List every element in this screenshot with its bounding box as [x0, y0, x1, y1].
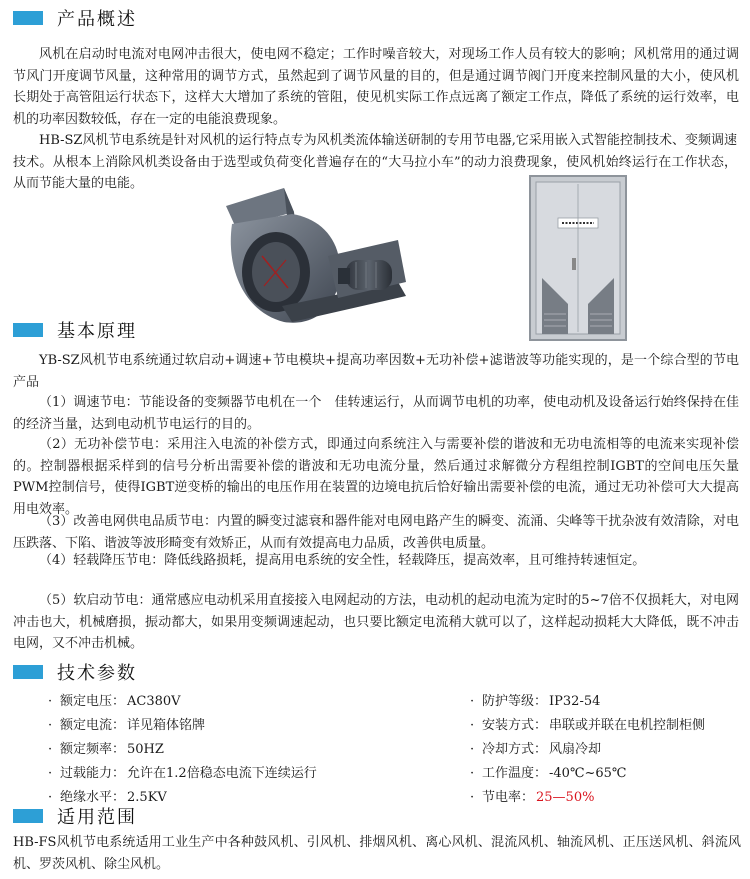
control-cabinet-image — [528, 174, 628, 342]
spec-row — [48, 740, 164, 760]
bullet-icon: · — [48, 790, 53, 805]
bullet-icon: · — [48, 718, 53, 733]
spec-value: 风扇冷却 — [549, 742, 602, 757]
spec-row — [470, 740, 601, 760]
bullet-icon: · — [470, 766, 475, 781]
spec-row — [48, 692, 181, 712]
section-title: 基本原理 — [57, 321, 137, 342]
principle-item-2: （2）无功补偿节电：采用注入电流的补偿方式，即通过向系统注入与需要补偿的谐波和无功电流相等的电流来实现补偿的。控制器根据采样到的信号分析出需要补偿的谐波和无功电流分量，然后通过求解微分方程组控制IGBT的空间电压矢量PWM控制信号，使得IGBT逆变桥的输出的电压作用在装置的边境电抗后恰好输出需要补偿的电流，通过无功补偿可大大提高用电效率。 — [13, 437, 739, 517]
bullet-icon: · — [470, 718, 475, 733]
spec-value: 允许在1.2倍稳态电流下连续运行 — [127, 766, 317, 781]
section-header-principle — [13, 318, 137, 342]
section-title: 技术参数 — [57, 663, 137, 684]
overview-paragraph-1: 风机在启动时电流对电网冲击很大，使电网不稳定；工作时噪音较大，对现场工作人员有较大的影响；风机常用的通过调节风门开度调节风量，这种常用的调节方式，虽然起到了调节风量的目的，但是通过调节阀门开度来控制风量的大小，使风机长期处于高管阻运行状态下，这样大大增加了系统的管阻，使见机实际工作点远离了额定工作点，降低了系统的运行效率，电机的功率因数较低，存在一定的电能浪费现象。 — [13, 47, 739, 127]
section-title: 产品概述 — [57, 9, 137, 30]
section-marker — [13, 665, 43, 679]
spec-row — [470, 764, 626, 784]
spec-value: 串联或并联在电机控制柜侧 — [549, 718, 706, 733]
spec-value: 2.5KV — [127, 790, 167, 805]
section-marker — [13, 323, 43, 337]
section-marker — [13, 11, 43, 25]
scope-paragraph: HB-FS风机节电系统适用工业生产中各种鼓风机、引风机、排烟风机、离心风机、混流风机、轴流风机、正压送风机、斜流风机、罗茨风机、除尘风机。 — [13, 835, 741, 872]
bullet-icon: · — [48, 766, 53, 781]
spec-value: IP32-54 — [549, 694, 601, 709]
spec-label: 额定电流： — [60, 718, 126, 733]
spec-row — [470, 788, 594, 808]
spec-label: 过载能力： — [60, 766, 126, 781]
spec-value: AC380V — [127, 694, 181, 709]
bullet-icon: · — [470, 790, 475, 805]
spec-label: 冷却方式： — [482, 742, 548, 757]
bullet-icon: · — [470, 694, 475, 709]
spec-value: 50HZ — [127, 742, 164, 757]
bullet-icon: · — [48, 694, 53, 709]
section-marker — [13, 809, 43, 823]
overview-paragraph-2: HB-SZ风机节电系统是针对风机的运行特点专为风机类流体输送研制的专用节电器,它采用嵌入式智能控制技术、变频调速技术。从根本上消除风机类设备由于选型或负荷变化普遍存在的“大马拉小车”的动力浪费现象，使风机始终运行在工作状态，从而节能大量的电能。 — [13, 133, 737, 191]
bullet-icon: · — [470, 742, 475, 757]
section-header-tech — [13, 660, 137, 684]
spec-label: 节电率： — [482, 790, 535, 805]
spec-row — [48, 764, 317, 784]
principle-item-5: （5）软启动节电：通常感应电动机采用直接接入电网起动的方法，电动机的起动电流为定时的5~7倍不仅损耗大，对电网冲击也大，机械磨损，振动都大，如果用变频调速起动，也只要比额定电流稍大就可以了，这样起动损耗大大降低，既不冲击电网，又不冲击机械。 — [13, 593, 739, 651]
bullet-icon: · — [48, 742, 53, 757]
spec-row — [470, 716, 705, 736]
spec-row — [48, 716, 205, 736]
spec-label: 额定频率： — [60, 742, 126, 757]
principle-item-4: （4）轻载降压节电：降低线路损耗，提高用电系统的安全性，轻载降压，提高效率，且可维持转速恒定。 — [39, 553, 646, 568]
spec-value: 详见箱体铭牌 — [127, 718, 206, 733]
spec-label: 绝缘水平： — [60, 790, 126, 805]
section-header-scope — [13, 804, 137, 828]
centrifugal-fan-image — [222, 186, 410, 332]
principle-intro: YB-SZ风机节电系统通过软启动+调速+节电模块+提高功率因数+无功补偿+滤谐波等功能实现的，是一个综合型的节电产品 — [13, 353, 739, 390]
spec-label: 安装方式： — [482, 718, 548, 733]
spec-label: 额定电压： — [60, 694, 126, 709]
principle-item-1: （1）调速节电：节能设备的变频器节电机在一个 佳转速运行，从而调节电机的功率，使电动机及设备运行始终保持在佳的经济当量，达到电动机节电运行的目的。 — [13, 395, 739, 432]
spec-label: 防护等级： — [482, 694, 548, 709]
spec-value: -40℃~65℃ — [549, 766, 627, 781]
spec-row — [470, 692, 600, 712]
section-header-overview — [13, 6, 137, 30]
spec-label: 工作温度： — [482, 766, 548, 781]
section-title: 适用范围 — [57, 807, 137, 828]
energy-saving-rate-value: 25—50% — [536, 790, 595, 805]
principle-item-3: （3）改善电网供电品质节电：内置的瞬变过滤衰和器件能对电网电路产生的瞬变、流涌、尖峰等干扰杂波有效清除，对电压跌落、下陷、谐波等波形畸变有效矫正，从而有效提高电力品质，改善供电质量。 — [13, 514, 739, 551]
